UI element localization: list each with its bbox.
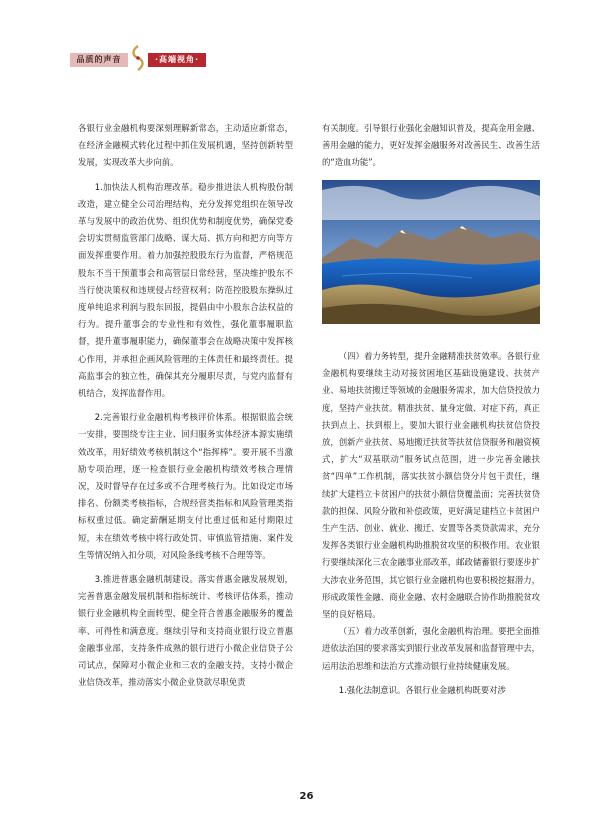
paragraph: （四）着力务转型，提升金融精准扶贫效率。各银行业金融机构要继续主动对接贫困地区基础设施建设、扶贫产业、易地扶贫搬迁等领域的金融服务需求，加大信贷投放力度，坚持产业扶贫。精准扶贫、量身定做、对症下药，真正扶到点上、扶到根上，要加大银行业金融机构扶贫信贷投放，创新产业扶贫、易地搬迁扶贫等扶贫信贷服务和融资模式，扩大“双基联动”服务试点范围，进一步完善金融扶贫“四单”工作机制，落实扶贫小额信贷分片包干责任，继续扩大建档立卡贫困户的扶贫小额信贷覆盖面；完善扶贫贷款的担保、风险分散和补偿政策，更好满足建档立卡贫困户生产生活、创业、就业、搬迁、安置等各类贷款需求，充分发挥各类银行业金融机构助推脱贫攻坚的积极作用。农业银行要继续深化三农金融事业部改革，邮政储蓄银行要逐步扩大涉农业务范围，其它银行业金融机构也要积极挖掘潜力，形成政策性金融、商业金融、农村金融联合协作助推脱贫攻坚的良好格局。 xyxy=(322,351,540,620)
paragraph-gap xyxy=(78,402,293,409)
right-column-top xyxy=(322,120,540,174)
paragraph: 1.强化法制意识。各银行业金融机构既要对涉 xyxy=(338,684,506,695)
column-label: ·高端视角· xyxy=(148,53,206,67)
landscape-photo xyxy=(322,180,540,324)
paragraph-gap xyxy=(78,564,293,571)
right-column-bottom xyxy=(322,348,540,748)
page-number: 26 xyxy=(299,791,314,802)
paragraph: 各银行业金融机构要深刻理解新常态，主动适应新常态，在经济金融模式转化过程中抓住发展机遇，坚持创新转型发展，实现改革大步向前。 xyxy=(78,123,293,168)
paragraph: 2.完善银行业金融机构考核评价体系。根据银监会统一安排，要围绕专注主业、回归服务实体经济本源实施绩效改革，用好绩效考核机制这个“指挥棒”。要开展不当激励专项治理，逐一检查银行业金融机构绩效考核合理情况，及时督导存在过多或不合理考核行为。比如设定市场排名、份额类考核指标，合规经营类指标和风险管理类指标权重过低。确定薪酬延期支付比重过低和延付期限过短，未在绩效考核中将行政处罚、审慎监管措施、案件发生等情况纳入扣分项，对风险条线考核不合理等等。 xyxy=(78,412,293,560)
page-header xyxy=(70,50,270,72)
ornament-icon xyxy=(130,44,146,72)
paragraph: 1.加快法人机构治理改革。稳步推进法人机构股份制改造，建立健全公司治理结构，充分发挥党组织在领导改革与发展中的政治优势、组织优势和制度优势，确保党委会切实贯彻监管部门战略、谋大局、抓方向和把方向等方面发挥重要作用。着力加强控股股东行为监督，严格规范股东不当干预董事会和高管层日常经营，坚决维护股东不当行使决策权和违规侵占经营权利；防范控股股东操纵过度单纯追求利润与股东回报，提倡由中小股东合法权益的行为。提升董事会的专业性和有效性，强化董事履职监督，提升董事履职能力，确保董事会在战略决策中发挥核心作用，并承担企画风险管理的主体责任和最终责任。提高监事会的独立性，确保其充分履职尽责，与党内监督有机结合，发挥监督作用。 xyxy=(78,181,293,399)
paragraph: 3.推进普惠金融机制建设。落实普惠金融发展规划，完善普惠金融发展机制和指标统计、考核评估体系，推动银行业金融机构全面转型，健全符合普惠金融服务的覆盖率、可得性和满意度。继续引导和支持商业银行设立普惠金融事业部，支持条件成熟的银行进行小微企业信贷子公司试点，保障对小微企业和三农的金融支持，支持小微企业信贷改革，推动落实小微企业贷款尽职免责 xyxy=(78,574,293,688)
paragraph-gap xyxy=(322,675,540,682)
photo-image xyxy=(322,180,540,324)
paragraph: （五）着力改革创新，强化金融机构治理。要把全面推进依法治国的要求落实到银行业改革发展和监督管理中去，运用法治思维和法治方式推动银行业持续健康发展。 xyxy=(322,626,540,671)
paragraph-gap xyxy=(78,172,293,179)
section-label: 品质的声音 xyxy=(70,53,128,67)
paragraph: 有关制度。引导银行业强化金融知识普及，提高金用金融、善用金融的能力，更好发挥金融服务对改善民生、改善生活的“造血功能”。 xyxy=(322,123,540,168)
left-column xyxy=(78,120,293,748)
